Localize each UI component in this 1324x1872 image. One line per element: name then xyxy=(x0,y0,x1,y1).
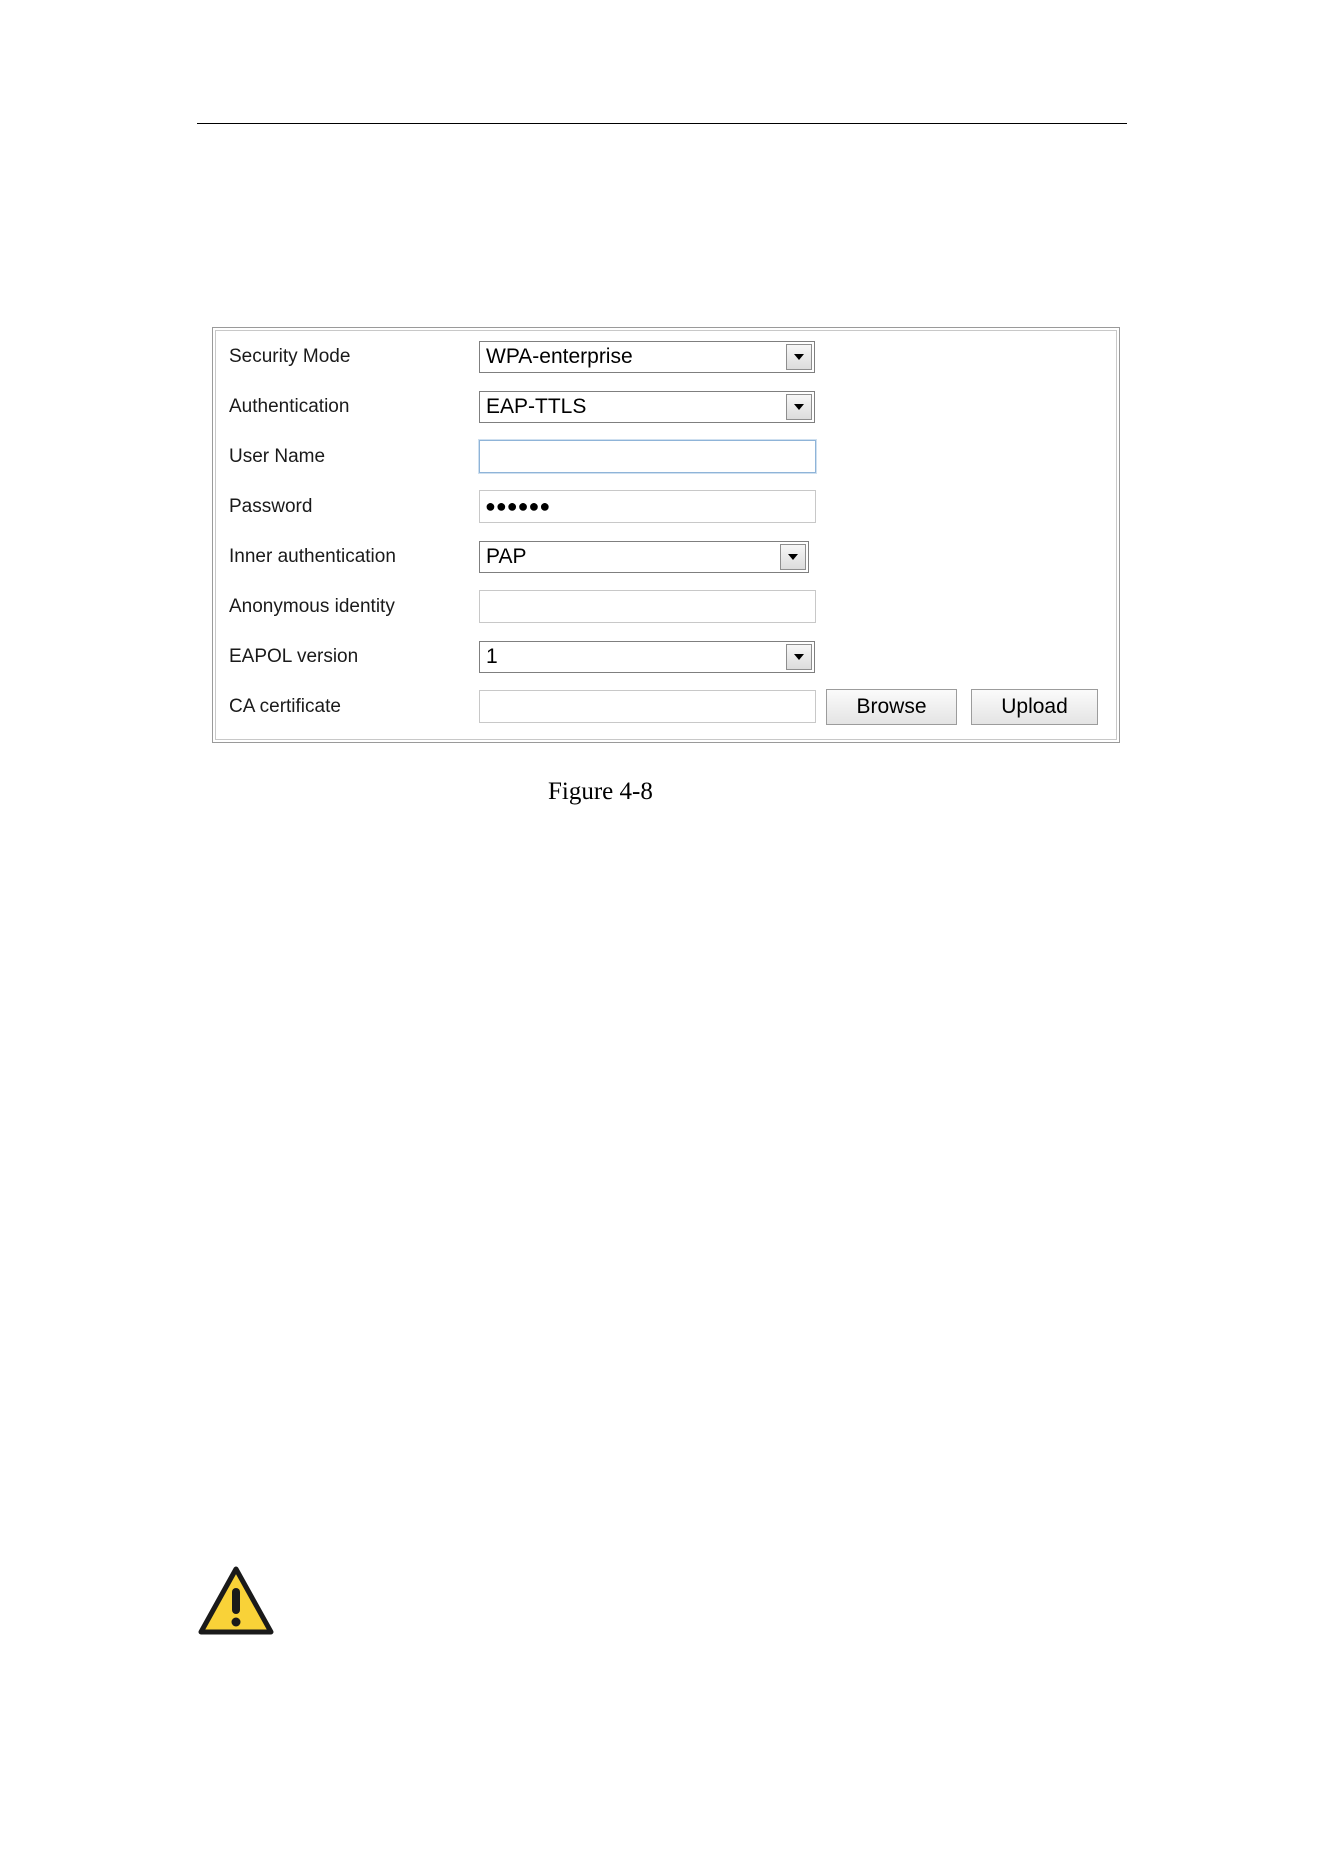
user-name-label: User Name xyxy=(229,446,326,467)
eapol-version-select[interactable] xyxy=(479,641,815,673)
authentication-value: EAP-TTLS xyxy=(486,395,587,418)
eapol-version-value: 1 xyxy=(486,645,498,668)
inner-authentication-value: PAP xyxy=(486,545,527,568)
authentication-select[interactable] xyxy=(479,391,815,423)
figure-caption: Figure 4-8 xyxy=(548,778,653,805)
chevron-down-icon[interactable] xyxy=(780,544,806,570)
warning-icon xyxy=(198,1566,274,1636)
ca-certificate-path-input[interactable] xyxy=(479,690,816,723)
chevron-down-icon[interactable] xyxy=(786,644,812,670)
anonymous-identity-input[interactable] xyxy=(479,590,816,623)
wireless-security-panel xyxy=(212,327,1120,743)
security-mode-label: Security Mode xyxy=(229,346,351,367)
ca-certificate-label: CA certificate xyxy=(229,696,341,717)
header-rule xyxy=(197,123,1127,124)
security-mode-select[interactable] xyxy=(479,341,815,373)
password-label: Password xyxy=(229,496,313,517)
inner-authentication-select[interactable] xyxy=(479,541,809,573)
browse-button[interactable]: Browse xyxy=(826,689,957,725)
upload-button[interactable]: Upload xyxy=(971,689,1098,725)
chevron-down-icon[interactable] xyxy=(786,394,812,420)
security-mode-value: WPA-enterprise xyxy=(486,345,633,368)
password-input[interactable]: ●●●●●● xyxy=(479,490,816,523)
chevron-down-icon[interactable] xyxy=(786,344,812,370)
inner-authentication-label: Inner authentication xyxy=(229,546,396,567)
anonymous-identity-label: Anonymous identity xyxy=(229,596,395,617)
eapol-version-label: EAPOL version xyxy=(229,646,359,667)
user-name-input[interactable] xyxy=(479,440,816,473)
authentication-label: Authentication xyxy=(229,396,350,417)
